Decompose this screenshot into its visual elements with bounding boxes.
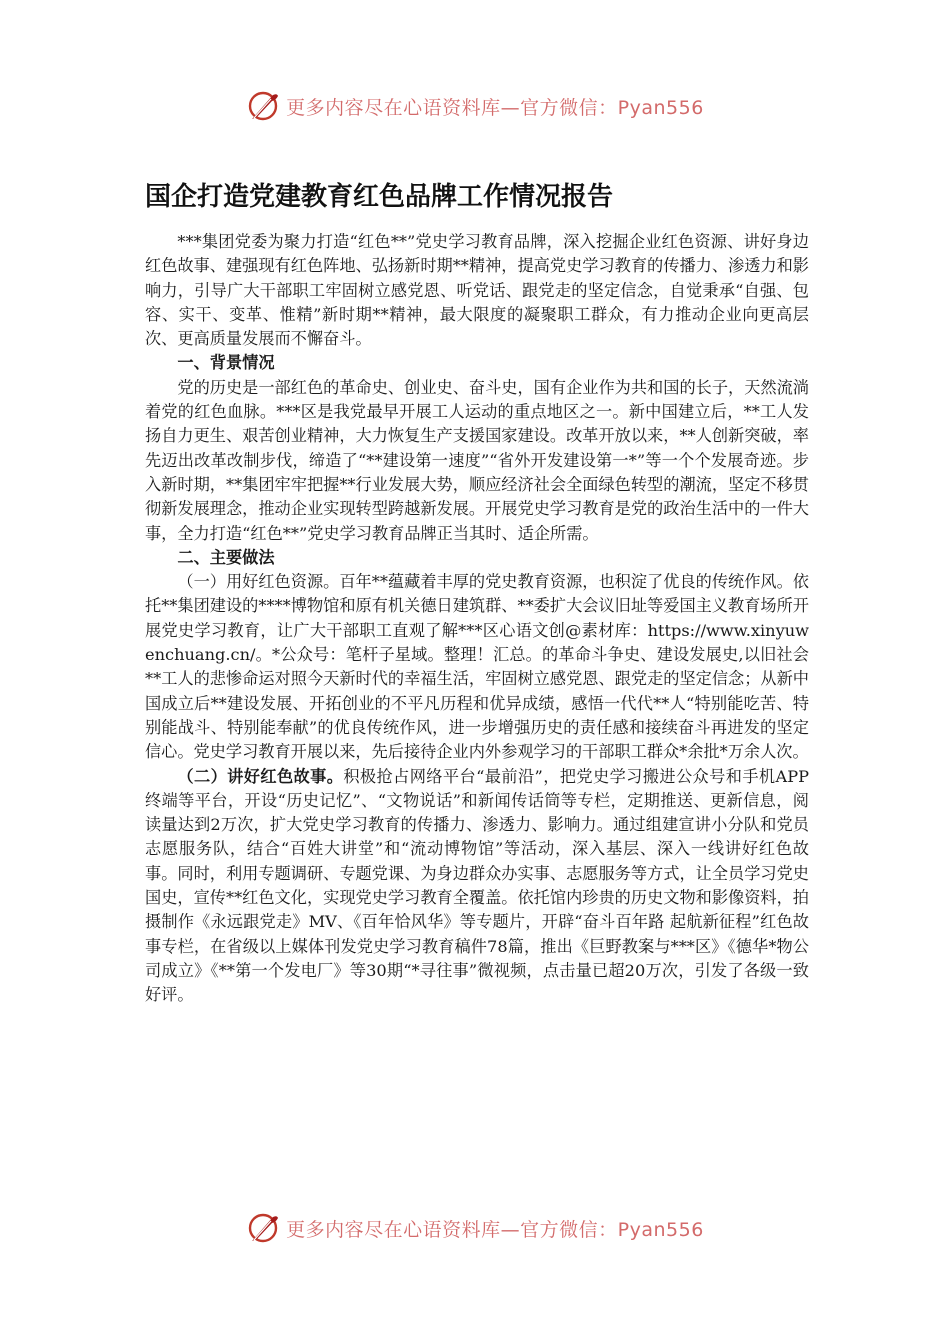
section2-heading: 二、主要做法 bbox=[177, 547, 275, 567]
header-watermark-banner bbox=[0, 86, 950, 126]
section2-item2-paragraph bbox=[145, 765, 809, 1008]
intro-paragraph: ***集团党委为聚力打造“红色**”党史学习教育品牌，深入挖掘企业红色资源、讲好身边红色故事、建强现有红色阵地、弘扬新时期**精神，提高党史学习教育的传播力、渗透力和影响力，引导广大干部职工牢固树立感党恩、听党话、跟党走的坚定信念，自觉秉承“自强、包容、实干、变革、惟精”新时期**精神，最大限度的凝聚职工群众，有力推动企业向更高层次、更高质量发展而不懈奋斗。 bbox=[145, 232, 809, 349]
section2-item1-paragraph: （一）用好红色资源。百年**蕴藏着丰厚的党史教育资源，也积淀了优良的传统作风。依托**集团建设的****博物馆和原有机关德日建筑群、**委扩大会议旧址等爱国主义教育场所开展党史学习教育，让广大干部职工直观了解***区心语文创@素材库：https://www.xinyuwenchuang.cn/。*公众号：笔杆子星域。整理！汇总。的革命斗争史、建设发展史,以旧社会**工人的悲惨命运对照今天新时代的幸福生活，牢固树立感党恩、跟党走的坚定信念；从新中国成立后**建设发展、开拓创业的不平凡历程和优异成绩，感悟一代代**人“特别能吃苦、特别能战斗、特别能奉献”的优良传统作风，进一步增强历史的责任感和接续奋斗再进发的坚定信心。党史学习教育开展以来，先后接待企业内外参观学习的干部职工群众*余批*万余人次。 bbox=[145, 572, 809, 762]
banner-text: 更多内容尽在心语资料库—官方微信：Pyan556 bbox=[286, 96, 704, 119]
section1-heading: 一、背景情况 bbox=[177, 353, 275, 373]
section2-item2-body: 积极抢占网络平台“最前沿”，把党史学习搬进公众号和手机APP终端等平台，开设“历史记忆”、“文物说话”和新闻传话筒等专栏，定期推送、更新信息，阅读量达到2万次，扩大党史学习教育的传播力、渗透力、影响力。通过组建宣讲小分队和党员志愿服务队，结合“百姓大讲堂”和“流动博物馆”等活动，深入基层、深入一线讲好红色故事。同时，利用专题调研、专题党课、为身边群众办实事、志愿服务等方式，让全员学习党史国史，宣传**红色文化，实现党史学习教育全覆盖。依托馆内珍贵的历史文物和影像资料，拍摄制作《永远跟党走》MV、《百年恰风华》等专题片，开辟“奋斗百年路 起航新征程”红色故事专栏，在省级以上媒体刊发党史学习教育稿件78篇，推出《巨野教案与***区》《德华*物公司成立》《**第一个发电厂》等30期“*寻往事”微视频，点击量已超20万次，引发了各级一致好评。 bbox=[145, 766, 809, 1005]
section2-item2-lead: （二）讲好红色故事。 bbox=[177, 766, 344, 786]
section1-paragraph: 党的历史是一部红色的革命史、创业史、奋斗史，国有企业作为共和国的长子，天然流淌着党的红色血脉。***区是我党最早开展工人运动的重点地区之一。新中国建立后，**工人发扬自力更生、艰苦创业精神，大力恢复生产支援国家建设。改革开放以来，**人创新突破，率先迈出改革改制步伐，缔造了“**建设第一速度”“省外开发建设第一*”等一个个发展奇迹。步入新时期，**集团牢牢把握**行业发展大势，顺应经济社会全面绿色转型的潮流，坚定不移贯彻新发展理念，推动企业实现转型跨越新发展。开展党史学习教育是党的政治生活中的一件大事，全力打造“红色**”党史学习教育品牌正当其时、适企所需。 bbox=[145, 377, 809, 543]
quill-pen-logo-icon bbox=[246, 1210, 282, 1246]
document-title: 国企打造党建教育红色品牌工作情况报告 bbox=[145, 182, 614, 212]
document-body bbox=[145, 230, 809, 1008]
quill-pen-logo-icon bbox=[246, 88, 282, 124]
footer-watermark-banner bbox=[0, 1208, 950, 1248]
banner-text: 更多内容尽在心语资料库—官方微信：Pyan556 bbox=[286, 1218, 704, 1241]
